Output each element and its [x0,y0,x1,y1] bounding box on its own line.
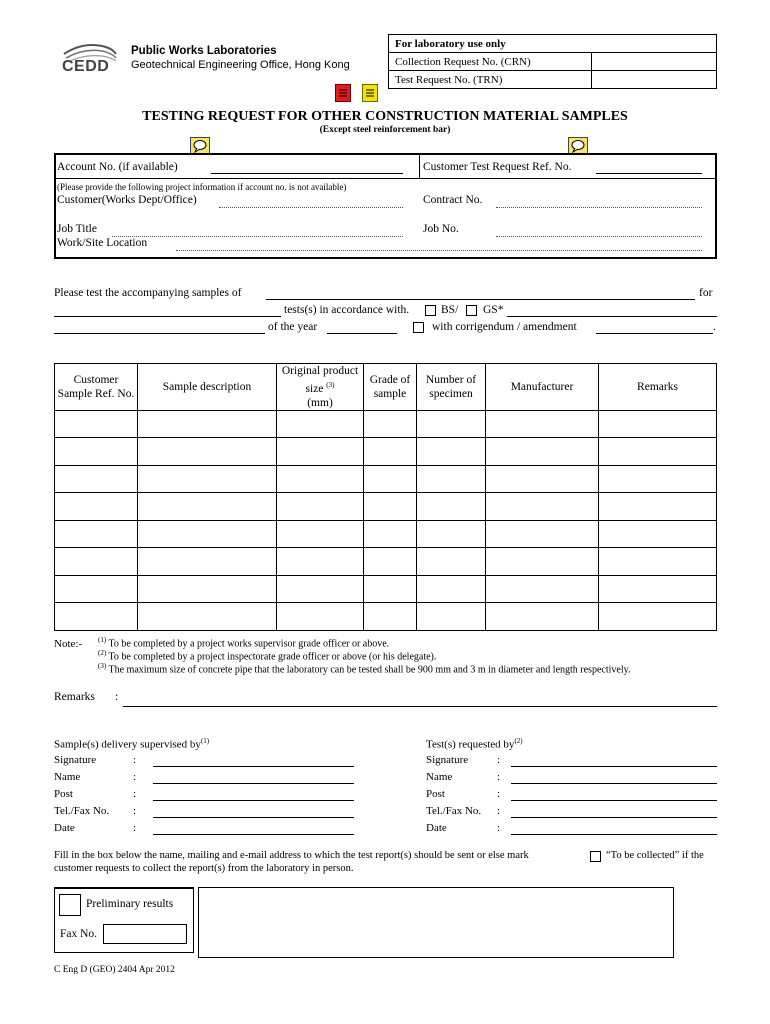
col-size-sup: (3) [326,381,335,389]
remarks-label: Remarks [54,691,95,703]
field-label: Tel./Fax No. [54,805,110,817]
delivery-date-field[interactable] [153,834,354,835]
table-row [55,410,717,438]
table-cell[interactable] [55,548,138,576]
table-cell[interactable] [486,548,599,576]
request-line1: Please test the accompanying samples of [54,287,242,299]
standard-no-field[interactable] [54,333,265,334]
table-cell[interactable] [599,438,717,466]
table-cell[interactable] [55,493,138,521]
remarks-colon: : [115,691,119,703]
table-row [55,575,717,603]
table-cell[interactable] [599,465,717,493]
colon: : [497,754,501,766]
site-label: Work/Site Location [57,237,148,249]
table-row [55,548,717,576]
table-cell[interactable] [417,548,486,576]
field-label: Post [54,788,73,800]
table-cell[interactable] [277,438,364,466]
field-label: Date [54,822,75,834]
table-cell[interactable] [364,575,417,603]
table-row [55,438,717,466]
remarks-field[interactable] [123,706,717,707]
table-cell[interactable] [277,520,364,548]
bs-checkbox[interactable] [425,305,436,316]
field-label: Tel./Fax No. [426,805,482,817]
table-cell[interactable] [417,410,486,438]
col-desc: Sample description [162,380,252,393]
table-cell[interactable] [364,548,417,576]
field-label: Name [426,771,453,783]
requested-tel-field[interactable] [511,817,717,818]
field-label: Name [54,771,81,783]
yellow-note-icon[interactable] [362,84,378,102]
table-cell[interactable] [599,575,717,603]
field-label: Signature [426,754,469,766]
table-row [55,603,717,631]
table-cell[interactable] [55,465,138,493]
col-size-unit: (mm) [307,396,333,409]
col-remarks: Remarks [637,380,678,393]
field-label: Date [426,822,447,834]
contract-label: Contract No. [423,194,483,206]
fax-input[interactable] [103,924,187,944]
prelim-label: Preliminary results [86,898,174,910]
table-cell[interactable] [138,548,277,576]
table-cell[interactable] [364,603,417,631]
table-cell[interactable] [364,438,417,466]
table-cell[interactable] [599,603,717,631]
table-cell[interactable] [599,493,717,521]
contract-field[interactable] [496,207,702,208]
customer-ref-field[interactable] [596,173,702,174]
job-title-label: Job Title [57,223,97,235]
table-cell[interactable] [486,603,599,631]
table-cell[interactable] [364,465,417,493]
field-label: Post [426,788,445,800]
standard-field[interactable] [507,316,717,317]
fill-in-text1: Fill in the box below the name, mailing and e-mail address to which the test report(s) should be sent or else mark [54,850,529,861]
delivery-tel-field[interactable] [153,817,354,818]
delivery-name-field[interactable] [153,783,354,784]
of-year-label: of the year [268,321,318,333]
table-cell[interactable] [417,438,486,466]
table-cell[interactable] [364,493,417,521]
prelim-checkbox[interactable] [59,894,81,916]
requested-post-field[interactable] [511,800,717,801]
job-no-field[interactable] [496,236,702,237]
table-cell[interactable] [138,493,277,521]
table-cell[interactable] [486,520,599,548]
divider [419,155,420,178]
table-cell[interactable] [138,575,277,603]
col-number: Number of specimen [425,373,477,400]
requested-title: Test(s) requested $by^{(2)}$ [426,737,523,751]
form-subtitle: (Except steel reinforcement bar) [319,125,451,135]
col-manufacturer: Manufacturer [510,380,574,393]
delivery-title: Sample(s) delivery supervised $by^{(1)}$ [54,737,210,751]
tests-label: tests(s) in accordance with. [284,304,410,316]
table-cell[interactable] [138,520,277,548]
requested-signature-field[interactable] [511,766,717,767]
table-cell[interactable] [277,465,364,493]
table-cell[interactable] [417,603,486,631]
table-cell[interactable] [417,493,486,521]
colon: : [497,788,501,800]
table-cell[interactable] [486,410,599,438]
customer-ref-label: Customer Test Request Ref. No. [423,161,572,173]
table-row [55,465,717,493]
org-name: Public Works Laboratories [131,45,277,57]
gs-label: GS* [483,304,504,316]
table-cell[interactable] [417,465,486,493]
table-cell[interactable] [277,493,364,521]
trn-value[interactable] [592,71,717,89]
corrigendum-field[interactable] [596,333,713,334]
table-cell[interactable] [364,410,417,438]
col-grade: Grade of sample [369,373,411,400]
samples-table [54,363,717,631]
table-cell[interactable] [486,465,599,493]
fax-label: Fax No. [60,928,98,940]
table-cell[interactable] [55,603,138,631]
table-cell[interactable] [599,548,717,576]
bs-label: BS/ [441,304,459,316]
account-no-field[interactable] [211,173,403,174]
job-no-label: Job No. [423,223,459,235]
note-2: $^{(2)}$ To be completed by a project inspectorate grade officer or above (or his delegate). [98,649,437,663]
table-cell[interactable] [599,520,717,548]
corrigendum-label: with corrigendum / amendment [432,321,577,333]
col-size: Original product size [281,365,359,395]
colon: : [133,805,137,817]
request-for: for [699,287,713,299]
tests-field[interactable] [54,316,281,317]
note-1: $^{(1)}$ To be completed by a project works supervisor grade officer or above. [98,636,390,650]
table-cell[interactable] [277,603,364,631]
field-label: Signature [54,754,97,766]
delivery-post-field[interactable] [153,800,354,801]
org-sub: Geotechnical Engineering Office, Hong Kong [131,59,350,71]
job-title-field[interactable] [112,236,403,237]
table-cell[interactable] [486,438,599,466]
table-cell[interactable] [138,465,277,493]
table-cell[interactable] [138,410,277,438]
fill-in-text3: customer requests to collect the report(s) from the laboratory in person. [54,863,354,874]
samples-of-field[interactable] [266,299,695,300]
corrigendum-checkbox[interactable] [413,322,424,333]
note-3: $^{(3)}$ The maximum size of concrete pipe that the laboratory can be tested shall be 900 mm and 3 m in diameter and length respectively. [98,662,631,676]
table-cell[interactable] [138,438,277,466]
table-cell[interactable] [417,575,486,603]
lab-use-title: For laboratory use only [395,37,506,50]
table-row [55,493,717,521]
corrigendum-period: . [713,321,716,333]
colon: : [497,822,501,834]
requested-date-field[interactable] [511,834,717,835]
table-cell[interactable] [364,520,417,548]
divider [54,178,717,179]
customer-label: Customer(Works Dept/Office) [57,194,197,206]
table-cell[interactable] [277,410,364,438]
footer-code: C Eng D (GEO) 2404 Apr 2012 [54,965,175,975]
colon: : [133,771,137,783]
to-be-collected-checkbox[interactable] [590,851,601,862]
trn-label: Test Request No. (TRN) [389,71,592,89]
col-ref: Customer Sample Ref. No. [57,373,135,400]
note-label: Note:- [54,638,83,650]
table-cell[interactable] [138,603,277,631]
red-note-icon[interactable] [335,84,351,102]
table-cell[interactable] [417,520,486,548]
site-field[interactable] [176,250,702,251]
form-title: TESTING REQUEST FOR OTHER CONSTRUCTION MATERIAL SAMPLES [142,109,628,124]
table-cell[interactable] [55,520,138,548]
table-cell[interactable] [277,548,364,576]
crn-label: Collection Request No. (CRN) [389,53,592,71]
colon: : [133,822,137,834]
year-field[interactable] [327,333,397,334]
delivery-signature-field[interactable] [153,766,354,767]
account-no-label: Account No. (if available) [57,161,178,173]
table-cell[interactable] [55,438,138,466]
gs-checkbox[interactable] [466,305,477,316]
table-cell[interactable] [486,575,599,603]
table-cell[interactable] [599,410,717,438]
address-box[interactable] [198,887,674,958]
fill-in-text2: “To be collected” if the [606,850,704,861]
lab-use-table [388,34,717,89]
colon: : [133,788,137,800]
table-cell[interactable] [486,493,599,521]
customer-field[interactable] [219,207,403,208]
logo-text: CEDD [62,58,110,75]
requested-name-field[interactable] [511,783,717,784]
table-cell[interactable] [277,575,364,603]
table-cell[interactable] [55,575,138,603]
table-row [55,520,717,548]
divider [54,887,194,889]
colon: : [497,805,501,817]
colon: : [497,771,501,783]
crn-value[interactable] [592,53,717,71]
info-note: (Please provide the following project information if account no. is not available) [57,182,347,192]
table-cell[interactable] [55,410,138,438]
colon: : [133,754,137,766]
